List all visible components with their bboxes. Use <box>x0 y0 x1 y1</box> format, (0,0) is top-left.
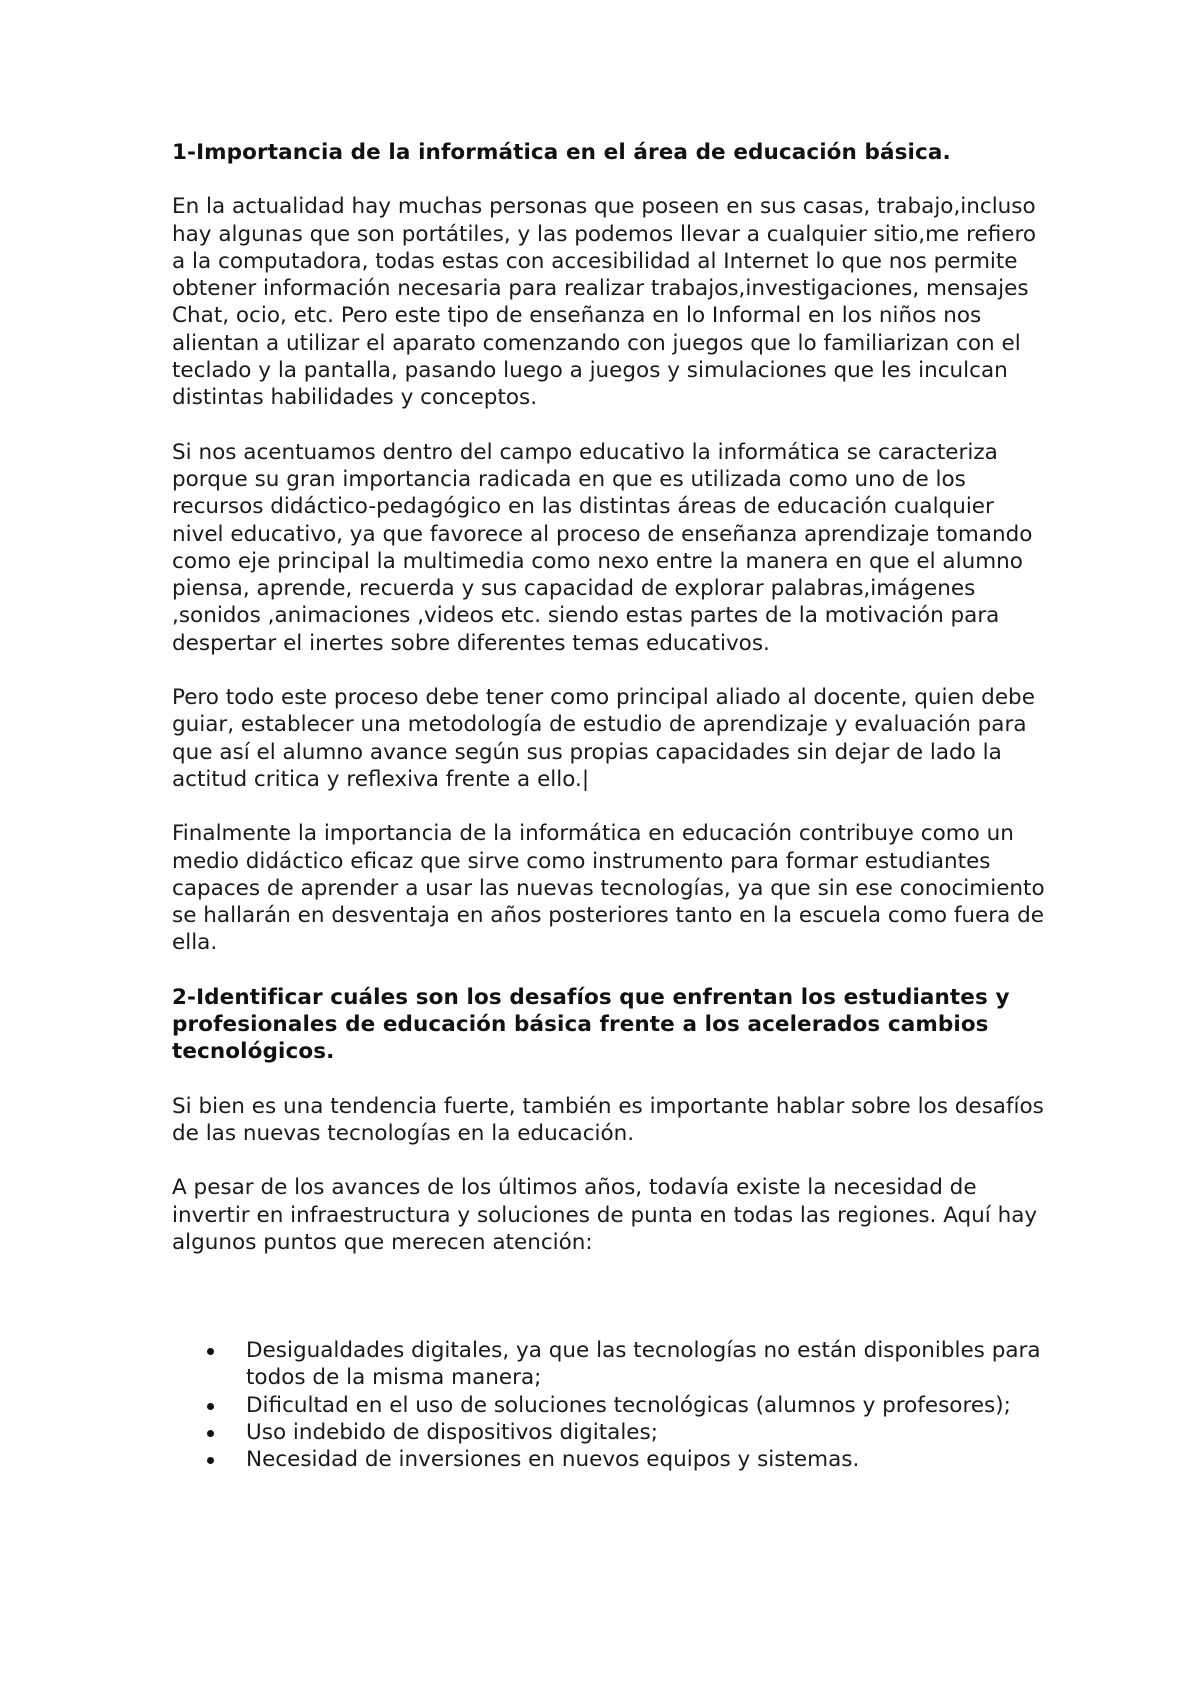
section-1-paragraph-1: En la actualidad hay muchas personas que poseen en sus casas, trabajo,incluso hay algunas que son portátiles, y las podemos llevar a cualquier sitio,me refiero a la computadora, todas estas con accesibilidad al Internet lo que nos permite obtener información necesaria para realizar trabajos,investigaciones, mensajes Chat, ocio, etc. Pero este tipo de enseñanza en lo Informal en los niños nos alientan a utilizar el aparato comenzando con juegos que lo familiarizan con el teclado y la pantalla, pasando luego a juegos y simulaciones que les inculcan distintas habilidades y conceptos. <box>172 194 1036 411</box>
challenges-list <box>172 1337 1052 1473</box>
list-item-text: Uso indebido de dispositivos digitales; <box>246 1419 658 1445</box>
section-2-heading: 2-Identificar cuáles son los desafíos que enfrentan los estudiantes y profesionales de educación básica frente a los acelerados cambios tecnológicos. <box>172 984 1010 1065</box>
spacer <box>172 1256 1052 1337</box>
document-page <box>172 139 1052 1474</box>
section-2-paragraph-1: Si bien es una tendencia fuerte, también es importante hablar sobre los desafíos de las nuevas tecnologías en la educación. <box>172 1093 1044 1146</box>
spacer <box>172 412 1052 439</box>
spacer <box>172 657 1052 684</box>
spacer <box>172 957 1052 984</box>
section-1-paragraph-4: Finalmente la importancia de la informática en educación contribuye como un medio didáctico eficaz que sirve como instrumento para formar estudiantes capaces de aprender a usar las nuevas tecnologías, ya que sin ese conocimiento se hallarán en desventaja en años posteriores tanto en la escuela como fuera de ella. <box>172 821 1045 956</box>
list-item <box>172 1337 1052 1392</box>
spacer <box>172 1147 1052 1174</box>
list-item <box>172 1419 1052 1446</box>
section-1-paragraph-3: Pero todo este proceso debe tener como principal aliado al docente, quien debe guiar, establecer una metodología de estudio de aprendizaje y evaluación para que así el alumno avance según sus propias capacidades sin dejar de lado la actitud critica y reflexiva frente a ello.| <box>172 685 1035 792</box>
section-1-heading: 1-Importancia de la informática en el área de educación básica. <box>172 140 951 165</box>
spacer <box>172 793 1052 820</box>
list-item-text: Desigualdades digitales, ya que las tecnologías no están disponibles para todos de la misma manera; <box>246 1338 1041 1391</box>
list-item <box>172 1446 1052 1473</box>
bullet-icon <box>207 1457 214 1464</box>
bullet-icon <box>207 1348 214 1355</box>
bullet-icon <box>207 1403 214 1410</box>
list-item-text: Dificultad en el uso de soluciones tecnológicas (alumnos y profesores); <box>246 1392 1011 1418</box>
spacer <box>172 1066 1052 1093</box>
list-item <box>172 1392 1052 1419</box>
list-item-text: Necesidad de inversiones en nuevos equipos y sistemas. <box>246 1447 860 1473</box>
spacer <box>172 166 1052 193</box>
section-1-paragraph-2: Si nos acentuamos dentro del campo educativo la informática se caracteriza porque su gran importancia radicada en que es utilizada como uno de los recursos didáctico-pedagógico en las distintas áreas de educación cualquier nivel educativo, ya que favorece al proceso de enseñanza aprendizaje tomando como eje principal la multimedia como nexo entre la manera en que el alumno piensa, aprende, recuerda y sus capacidad de explorar palabras,imágenes ,sonidos ,animaciones ,videos etc. siendo estas partes de la motivación para despertar el inertes sobre diferentes temas educativos. <box>172 439 1033 656</box>
section-2-paragraph-2: A pesar de los avances de los últimos años, todavía existe la necesidad de invertir en infraestructura y soluciones de punta en todas las regiones. Aquí hay algunos puntos que merecen atención: <box>172 1175 1038 1255</box>
bullet-icon <box>207 1430 214 1437</box>
